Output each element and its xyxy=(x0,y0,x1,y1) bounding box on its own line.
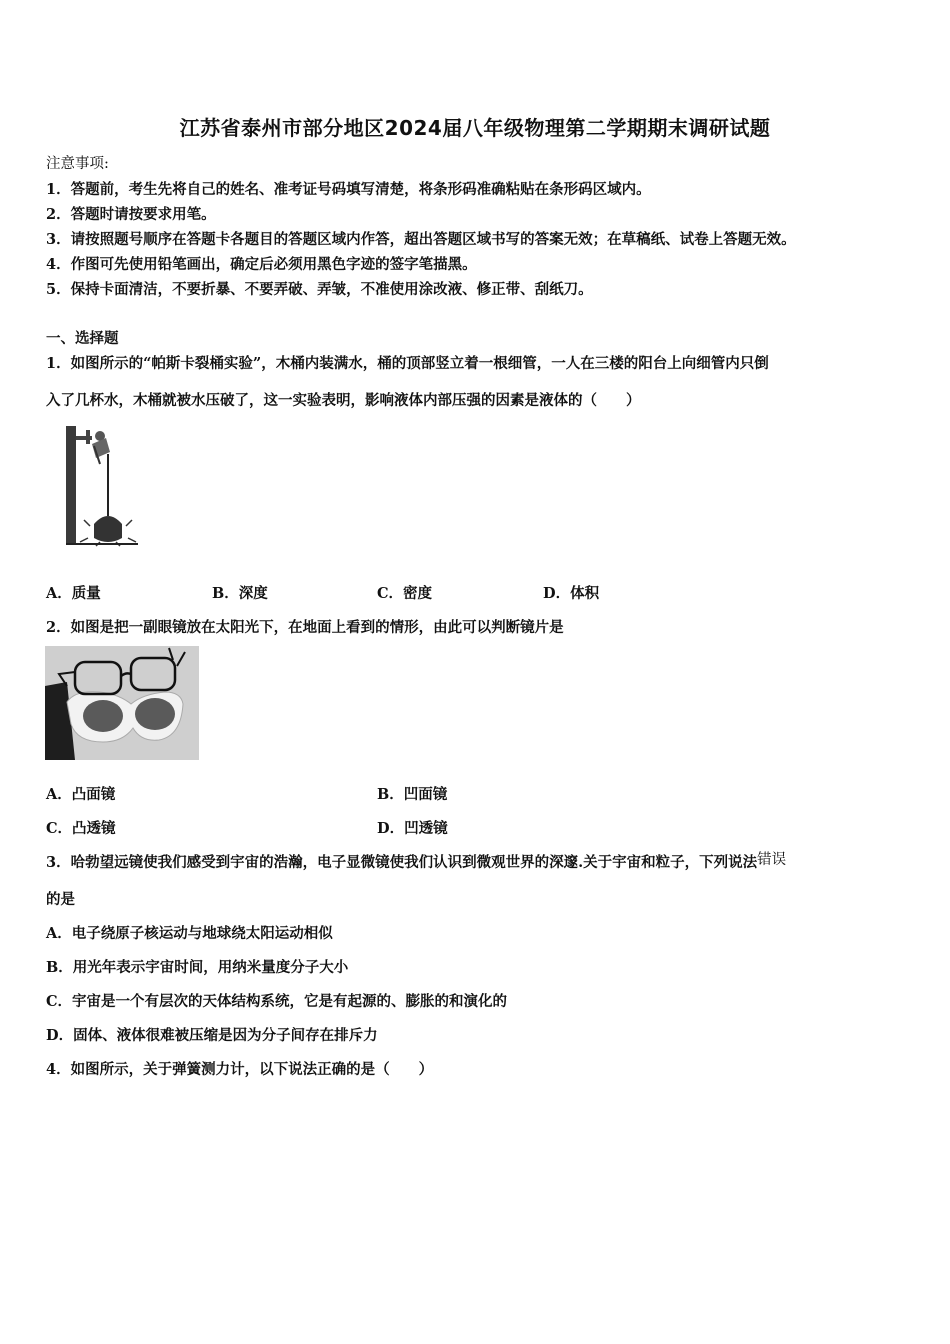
q1-option-c: C．密度 xyxy=(377,585,433,602)
q2-option-d: D．凹透镜 xyxy=(377,820,448,837)
notice-item: 1．答题前，考生先将自己的姓名、准考证号码填写清楚，将条形码准确粘贴在条形码区域内。 xyxy=(46,181,651,198)
notice-item: 3．请按照题号顺序在答题卡各题目的答题区域内作答，超出答题区域书写的答案无效；在草稿纸、试卷上答题无效。 xyxy=(46,231,796,248)
q2-option-c: C．凸透镜 xyxy=(46,820,116,837)
page-title: 江苏省泰州市部分地区2024届八年级物理第二学期期末调研试题 xyxy=(179,116,771,140)
q2-stem: 2．如图是把一副眼镜放在太阳光下，在地面上看到的情形，由此可以判断镜片是 xyxy=(46,619,564,636)
q3-option-b: B．用光年表示宇宙时间，用纳米量度分子大小 xyxy=(46,959,349,976)
glasses-shadow-figure xyxy=(45,646,199,760)
q3-stem-line2: 的是 xyxy=(46,891,75,908)
q3-option-d: D．固体、液体很难被压缩是因为分子间存在排斥力 xyxy=(46,1027,378,1044)
q2-option-b: B．凹面镜 xyxy=(377,786,448,803)
q1-option-b: B．深度 xyxy=(212,585,268,602)
q2-option-a: A．凸面镜 xyxy=(46,786,116,803)
q4-stem: 4．如图所示，关于弹簧测力计，以下说法正确的是（ ） xyxy=(46,1061,434,1078)
section-heading: 一、选择题 xyxy=(46,330,119,347)
q3-stem-text: 3．哈勃望远镜使我们感受到宇宙的浩瀚，电子显微镜使我们认识到微观世界的深邃.关于宇宙和粒子，下列说法 xyxy=(46,854,758,871)
q1-option-d: D．体积 xyxy=(543,585,600,602)
notice-item: 2．答题时请按要求用笔。 xyxy=(46,206,216,223)
q3-option-a: A．电子绕原子核运动与地球绕太阳运动相似 xyxy=(46,925,333,942)
q1-option-a: A．质量 xyxy=(46,585,101,602)
pascal-barrel-figure xyxy=(66,424,138,548)
q1-stem-line2: 入了几杯水，木桶就被水压破了，这一实验表明，影响液体内部压强的因素是液体的（ ） xyxy=(46,392,641,409)
notice-heading: 注意事项: xyxy=(46,156,109,172)
q3-option-c: C．宇宙是一个有层次的天体结构系统，它是有起源的、膨胀的和演化的 xyxy=(46,993,508,1010)
q3-stem-emphasis: 错误 xyxy=(757,852,787,868)
notice-item: 5．保持卡面清洁，不要折暴、不要弄破、弄皱，不准使用涂改液、修正带、刮纸刀。 xyxy=(46,281,593,298)
q1-stem-line1: 1．如图所示的“帕斯卡裂桶实验”，木桶内装满水，桶的顶部竖立着一根细管，一人在三楼的阳台上向细管内只倒 xyxy=(46,355,769,372)
notice-item: 4．作图可先使用铅笔画出，确定后必须用黑色字迹的签字笔描黑。 xyxy=(46,256,477,273)
q3-stem-line1 xyxy=(46,851,786,872)
